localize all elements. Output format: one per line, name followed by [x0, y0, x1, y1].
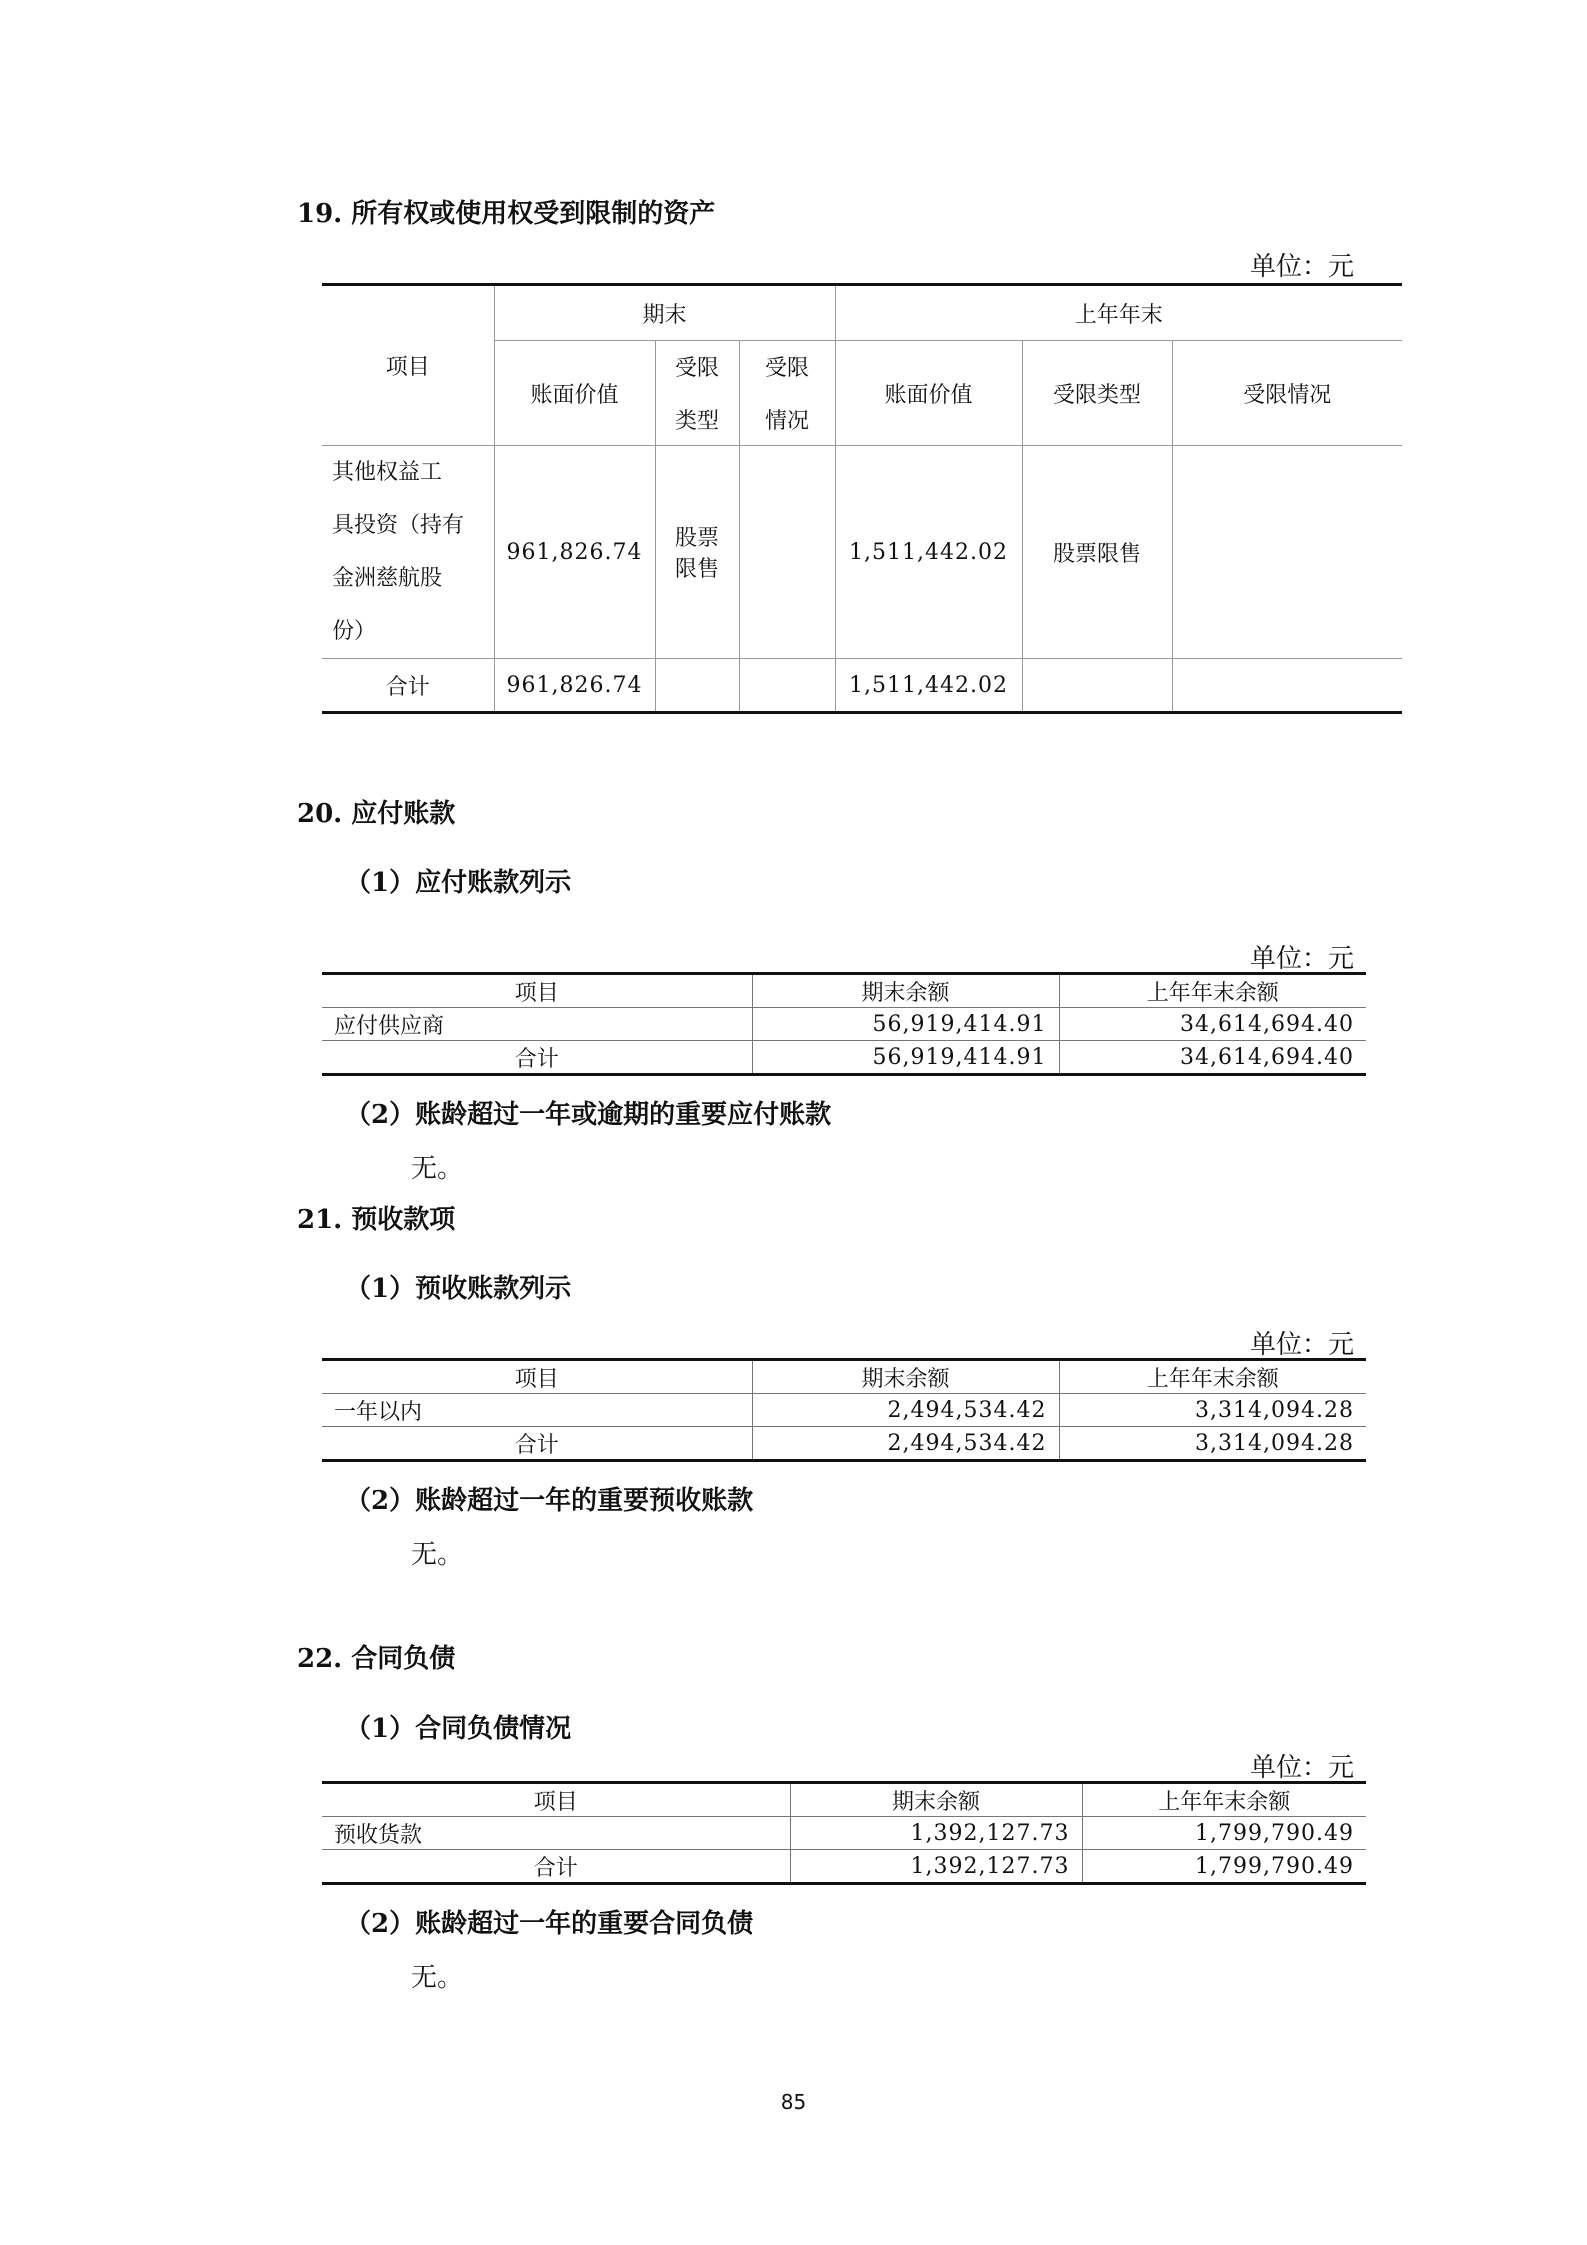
- total-end-status: [739, 659, 835, 713]
- section-20-sub1: （1）应付账款列示: [345, 868, 572, 898]
- section-20-unit: 单位：元: [1249, 944, 1354, 974]
- row-prior-value: 1,511,442.02: [835, 446, 1022, 659]
- col-book-value-2-header: 账面价值: [835, 341, 1022, 446]
- table-total-row: [322, 1041, 1366, 1075]
- col-period-end-header: 期末余额: [790, 1783, 1082, 1817]
- total-label: 合计: [322, 659, 494, 713]
- section-22-sub2: （2）账龄超过一年的重要合同负债: [345, 1909, 754, 1939]
- row-prior-value: 34,614,694.40: [1059, 1008, 1366, 1041]
- total-end-value: 1,392,127.73: [790, 1850, 1082, 1884]
- section-20-heading: 20. 应付账款: [297, 799, 456, 829]
- table-row: [322, 446, 1402, 659]
- row-item: [322, 446, 494, 659]
- col-period-end-header: 期末: [494, 285, 835, 341]
- col-prior-year-header: 上年年末余额: [1082, 1783, 1366, 1817]
- page-number: 85: [780, 2090, 807, 2114]
- row-item-line4: 份）: [332, 619, 377, 644]
- table-total-row: [322, 659, 1402, 713]
- row-prior-status: [1172, 446, 1402, 659]
- row-prior-type: 股票限售: [1022, 446, 1172, 659]
- row-item-line2: 具投资（持有: [332, 513, 465, 538]
- section-22-heading: 22. 合同负债: [297, 1644, 456, 1674]
- total-end-type: [655, 659, 739, 713]
- section-22-sub1: （1）合同负债情况: [345, 1714, 572, 1744]
- total-prior-status: [1172, 659, 1402, 713]
- section-19-heading: 19. 所有权或使用权受到限制的资产: [297, 199, 716, 229]
- total-label: 合计: [322, 1850, 790, 1884]
- row-item: 预收货款: [322, 1817, 790, 1850]
- row-end-value: 56,919,414.91: [752, 1008, 1059, 1041]
- row-end-value: 1,392,127.73: [790, 1817, 1082, 1850]
- total-prior-value: 1,799,790.49: [1082, 1850, 1366, 1884]
- accounts-payable-table: [322, 972, 1366, 1076]
- restrict-status-line2: 情况: [764, 409, 809, 434]
- table-row: [322, 1394, 1366, 1427]
- col-prior-year-end-header: 上年年末: [835, 285, 1402, 341]
- row-prior-value: 1,799,790.49: [1082, 1817, 1366, 1850]
- section-20-none: 无。: [411, 1154, 464, 1184]
- table-row: [322, 1008, 1366, 1041]
- advance-receipts-table: [322, 1358, 1366, 1462]
- table-total-row: [322, 1850, 1366, 1884]
- row-item-line1: 其他权益工: [332, 460, 443, 485]
- total-prior-type: [1022, 659, 1172, 713]
- section-21-sub2: （2）账龄超过一年的重要预收账款: [345, 1486, 754, 1516]
- col-item-header: 项目: [322, 1360, 752, 1394]
- contract-liabilities-table: [322, 1781, 1366, 1885]
- table-total-row: [322, 1427, 1366, 1461]
- table-row: [322, 1817, 1366, 1850]
- row-item: 应付供应商: [322, 1008, 752, 1041]
- restrict-type-line1: 受限: [674, 356, 719, 381]
- section-22-none: 无。: [411, 1963, 464, 1993]
- section-22-unit: 单位：元: [1249, 1753, 1354, 1783]
- col-restrict-status-2-header: 受限情况: [1172, 341, 1402, 446]
- restrict-status-line1: 受限: [764, 356, 809, 381]
- restrict-type-line2: 类型: [674, 409, 719, 434]
- section-21-sub1: （1）预收账款列示: [345, 1274, 572, 1304]
- section-19-unit: 单位：元: [1249, 252, 1354, 282]
- section-21-heading: 21. 预收款项: [297, 1205, 456, 1235]
- col-item-header: 项目: [322, 1783, 790, 1817]
- total-end-value: 961,826.74: [494, 659, 655, 713]
- row-end-type: [655, 446, 739, 659]
- col-restrict-type-header: [655, 341, 739, 446]
- col-period-end-header: 期末余额: [752, 974, 1059, 1008]
- section-21-none: 无。: [411, 1540, 464, 1570]
- section-20-sub2: （2）账龄超过一年或逾期的重要应付账款: [345, 1100, 832, 1130]
- col-restrict-status-header: [739, 341, 835, 446]
- row-item: 一年以内: [322, 1394, 752, 1427]
- col-item-header: 项目: [322, 974, 752, 1008]
- col-prior-year-header: 上年年末余额: [1059, 1360, 1366, 1394]
- col-prior-year-header: 上年年末余额: [1059, 974, 1366, 1008]
- col-item-header: 项目: [322, 285, 494, 446]
- row-end-type-line2: 限售: [674, 557, 719, 582]
- row-item-line3: 金洲慈航股: [332, 566, 443, 591]
- total-prior-value: 34,614,694.40: [1059, 1041, 1366, 1075]
- row-end-value: 961,826.74: [494, 446, 655, 659]
- row-end-value: 2,494,534.42: [752, 1394, 1059, 1427]
- row-prior-value: 3,314,094.28: [1059, 1394, 1366, 1427]
- col-period-end-header: 期末余额: [752, 1360, 1059, 1394]
- total-end-value: 2,494,534.42: [752, 1427, 1059, 1461]
- row-end-status: [739, 446, 835, 659]
- col-book-value-header: 账面价值: [494, 341, 655, 446]
- col-restrict-type-2-header: 受限类型: [1022, 341, 1172, 446]
- total-prior-value: 1,511,442.02: [835, 659, 1022, 713]
- total-label: 合计: [322, 1427, 752, 1461]
- total-prior-value: 3,314,094.28: [1059, 1427, 1366, 1461]
- total-end-value: 56,919,414.91: [752, 1041, 1059, 1075]
- total-label: 合计: [322, 1041, 752, 1075]
- section-21-unit: 单位：元: [1249, 1330, 1354, 1360]
- restricted-assets-table: [322, 283, 1402, 714]
- row-end-type-line1: 股票: [674, 526, 719, 551]
